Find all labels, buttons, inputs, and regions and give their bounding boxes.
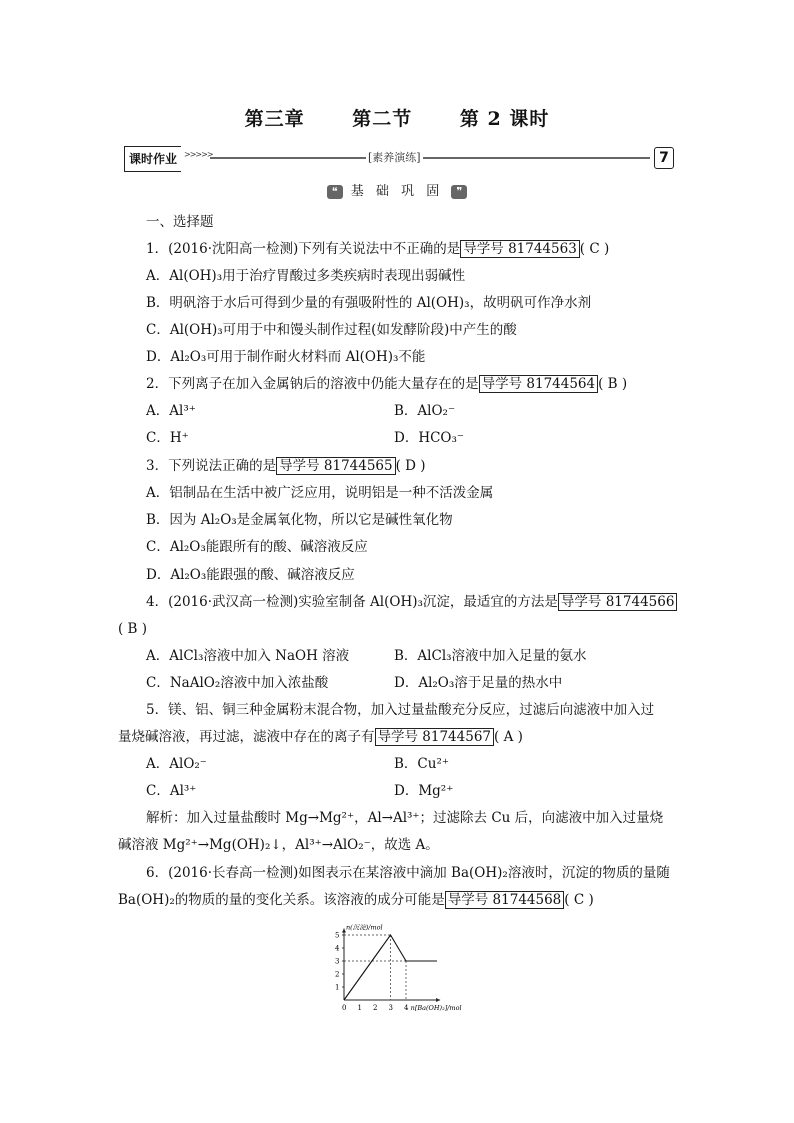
q6-stem-text: Ba(OH)₂的物质的量的变化关系。该溶液的成分可能是 [118, 892, 445, 908]
q2-options-row1 [118, 401, 706, 421]
q5-option-b: B．Cu²⁺ [394, 756, 449, 772]
q4-code: 导学号 81744566 [558, 593, 678, 611]
q2-option-d: D．HCO₃⁻ [394, 430, 465, 446]
q4-stem [118, 592, 677, 612]
page-title [0, 104, 794, 131]
q2-stem [118, 374, 627, 394]
q6-stem-line2 [118, 890, 594, 910]
q6-stem-line1: 6．(2016·长春高一检测)如图表示在某溶液中滴加 Ba(OH)₂溶液时，沉淀的物质的量随 [146, 865, 670, 881]
y-tick-label: 4 [335, 944, 340, 953]
x-tick-label: 0 [342, 1004, 347, 1012]
banner-rule [210, 157, 650, 159]
q5-code: 导学号 81744567 [375, 728, 495, 746]
q3-option-b: B．因为 Al₂O₃是金属氧化物，所以它是碱性氧化物 [146, 512, 453, 528]
q6-answer: ( C ) [564, 892, 594, 908]
q2-option-a: A．Al³⁺ [146, 403, 196, 419]
q5-options-row1 [118, 754, 706, 774]
section-heading-text: 基 础 巩 固 [350, 184, 444, 199]
q4-stem-text: 4．(2016·武汉高一检测)实验室制备 Al(OH)₃沉淀，最适宜的方法是 [146, 594, 558, 610]
banner-middle-label: [素养演练] [368, 151, 421, 164]
quote-close-icon: ❞ [451, 185, 467, 199]
q3-code: 导学号 81744565 [276, 457, 396, 475]
x-axis-arrow [436, 998, 440, 1002]
q1-code: 导学号 81744563 [460, 240, 580, 258]
q5-explanation-line1: 解析：加入过量盐酸时 Mg→Mg²⁺，Al→Al³⁺；过滤除去 Cu 后，向滤液中加入过量烧 [146, 810, 664, 826]
q2-option-b: B．AlO₂⁻ [394, 403, 456, 419]
y-tick-label: 2 [335, 970, 340, 979]
q4-option-d: D．Al₂O₃溶于足量的热水中 [394, 675, 563, 691]
q1-option-a: A．Al(OH)₃用于治疗胃酸过多类疾病时表现出弱碱性 [146, 268, 466, 284]
precipitate-chart [330, 924, 480, 1016]
q5-stem-line1: 5．镁、铝、铜三种金属粉末混合物，加入过量盐酸充分反应，过滤后向滤液中加入过 [146, 702, 655, 718]
x-axis-label: n[Ba(OH)₂]/mol [410, 1004, 462, 1012]
y-tick-label: 1 [335, 983, 340, 992]
y-tick-label: 5 [335, 931, 340, 940]
q3-answer: ( D ) [395, 458, 426, 474]
q1-option-c: C．Al(OH)₃可用于中和馒头制作过程(如发酵阶段)中产生的酸 [146, 322, 517, 338]
x-tick-label: 4 [404, 1004, 409, 1012]
q3-stem [118, 456, 426, 476]
q3-option-d: D．Al₂O₃能跟强的酸、碱溶液反应 [146, 567, 355, 583]
q1-option-b: B．明矾溶于水后可得到少量的有强吸附性的 Al(OH)₃，故明矾可作净水剂 [146, 295, 592, 311]
q3-option-c: C．Al₂O₃能跟所有的酸、碱溶液反应 [146, 539, 368, 555]
section-heading [0, 180, 794, 199]
q1-stem-text: 1．(2016·沈阳高一检测)下列有关说法中不正确的是 [146, 241, 461, 257]
q6-code: 导学号 81744568 [445, 891, 565, 909]
q4-options-row1 [118, 646, 706, 666]
y-axis-label: n(沉淀)/mol [346, 924, 383, 932]
x-tick-label: 1 [357, 1004, 362, 1012]
banner-arrows: >>>>> [184, 150, 213, 159]
homework-banner [124, 146, 676, 172]
q5-stem-text: 量烧碱溶液，再过滤，滤液中存在的离子有 [118, 729, 375, 745]
q5-options-row2 [118, 781, 706, 801]
lesson-label: 第 2 课时 [459, 108, 550, 130]
banner-number: 7 [654, 147, 674, 169]
q5-answer: ( A ) [494, 729, 523, 745]
q5-option-a: A．AlO₂⁻ [146, 756, 207, 772]
q5-option-c: C．Al³⁺ [146, 783, 197, 799]
chart-root [335, 924, 462, 1012]
q2-answer: ( B ) [598, 376, 628, 392]
q3-stem-text: 3．下列说法正确的是 [146, 458, 277, 474]
q4-options-row2 [118, 673, 706, 693]
q1-answer: ( C ) [579, 241, 610, 257]
q1-stem [118, 239, 609, 259]
q4-option-b: B．AlCl₃溶液中加入足量的氨水 [394, 648, 587, 664]
section-label: 第二节 [352, 108, 413, 130]
quote-open-icon: ❝ [327, 185, 343, 199]
y-tick-label: 3 [335, 957, 340, 966]
chapter-label: 第三章 [244, 108, 305, 130]
q4-option-c: C．NaAlO₂溶液中加入浓盐酸 [146, 675, 329, 691]
q2-code: 导学号 81744564 [479, 375, 599, 393]
q5-option-d: D．Mg²⁺ [394, 783, 454, 799]
q5-stem-line2 [118, 727, 523, 747]
q4-option-a: A．AlCl₃溶液中加入 NaOH 溶液 [146, 648, 350, 664]
q3-option-a: A．铝制品在生活中被广泛应用，说明铝是一种不活泼金属 [146, 485, 494, 501]
q2-option-c: C．H⁺ [146, 430, 189, 446]
x-tick-label: 2 [373, 1004, 378, 1012]
banner-tag: 课时作业 [124, 146, 181, 172]
q2-options-row2 [118, 428, 706, 448]
x-tick-label: 3 [388, 1004, 393, 1012]
q2-stem-text: 2．下列离子在加入金属钠后的溶液中仍能大量存在的是 [146, 376, 479, 392]
q5-explanation-line2: 碱溶液 Mg²⁺→Mg(OH)₂↓，Al³⁺→AlO₂⁻，故选 A。 [118, 837, 439, 853]
q1-option-d: D．Al₂O₃可用于制作耐火材料而 Al(OH)₃不能 [146, 349, 426, 365]
q4-answer: ( B ) [118, 621, 148, 637]
part-heading: 一、选择题 [146, 214, 214, 230]
